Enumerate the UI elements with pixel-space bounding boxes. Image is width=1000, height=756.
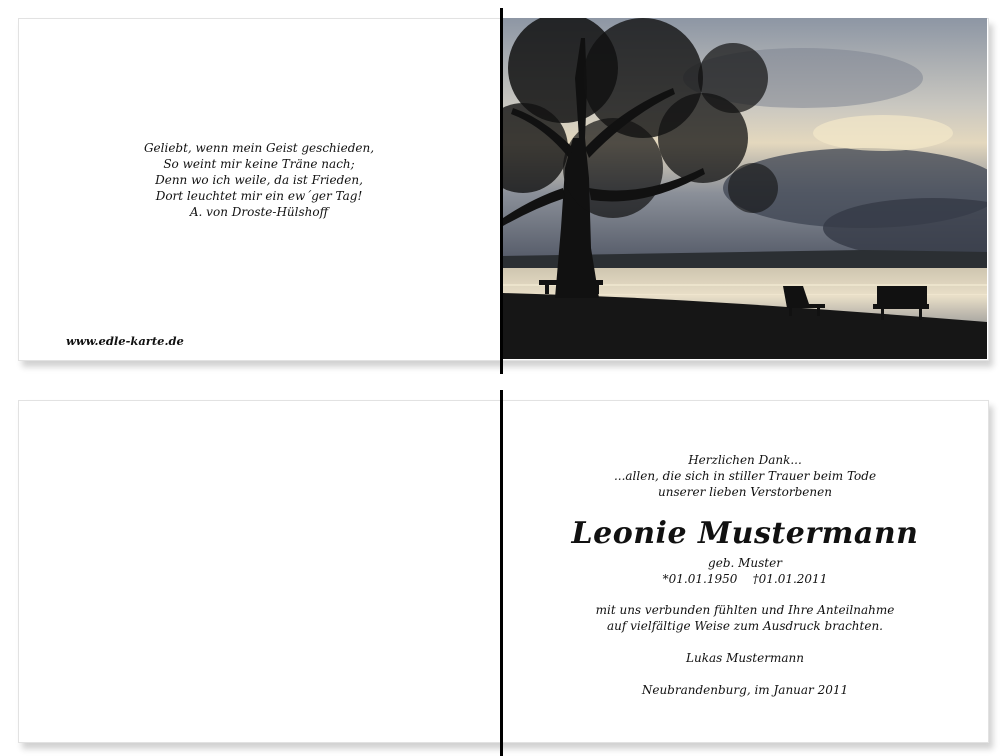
poem: [18, 140, 500, 220]
life-dates: *01.01.1950 †01.01.2011: [662, 572, 828, 586]
maiden-name: geb. Muster: [708, 556, 782, 570]
thanks-line: unserer lieben Verstorbenen: [658, 485, 832, 499]
body-line: mit uns verbunden fühlten und Ihre Anteilnahme: [595, 603, 895, 617]
poem-line: So weint mir keine Träne nach;: [163, 157, 355, 171]
thanks-body: [503, 602, 987, 634]
thanks-line: Herzlichen Dank...: [688, 453, 802, 467]
place-date: Neubrandenburg, im Januar 2011: [641, 683, 849, 697]
poem-line: Dort leuchtet mir ein ew´ger Tag!: [155, 189, 363, 203]
fold-line-top: [500, 8, 503, 374]
deceased-name: Leonie Mustermann: [571, 516, 919, 551]
signature: Lukas Mustermann: [686, 651, 804, 665]
body-line: auf vielfältige Weise zum Ausdruck brachten.: [607, 619, 883, 633]
website-label: www.edle-karte.de: [66, 334, 184, 348]
lake-tree-photo: [503, 18, 987, 359]
thanks-line: ...allen, die sich in stiller Trauer beim Tode: [613, 469, 877, 483]
poem-line: Geliebt, wenn mein Geist geschieden,: [143, 141, 375, 155]
birth-info: [503, 555, 987, 587]
poem-author: A. von Droste-Hülshoff: [189, 205, 329, 219]
poem-line: Denn wo ich weile, da ist Frieden,: [155, 173, 363, 187]
thanks-header: [503, 452, 987, 500]
